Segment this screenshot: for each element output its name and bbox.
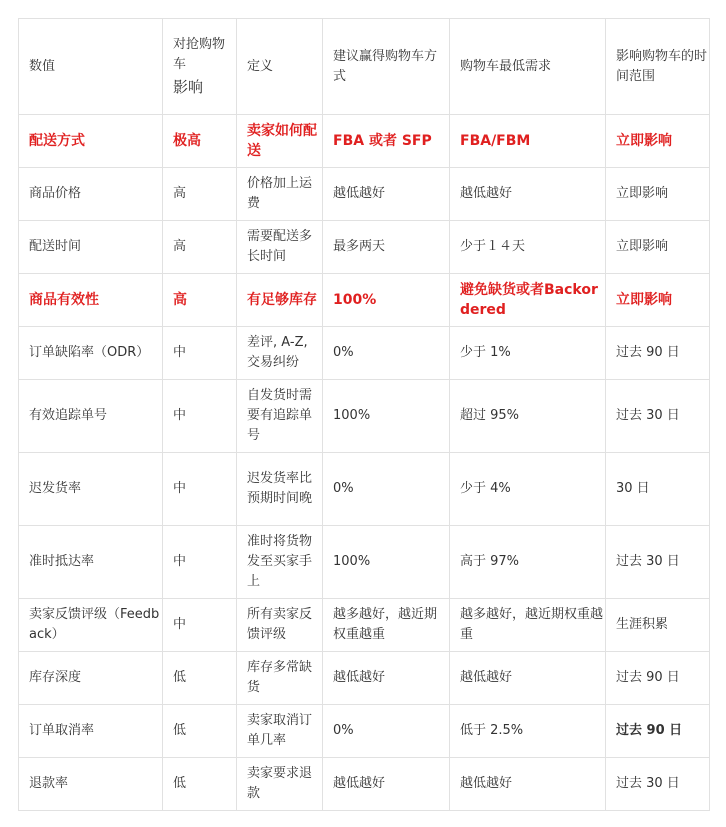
cell-minimum-requirement: 超过 95%: [450, 380, 606, 453]
amazon-buybox-factors-table-container: [18, 18, 709, 811]
cell-minimum-requirement: 越低越好: [450, 168, 606, 221]
cell-definition: 自发货时需要有追踪单号: [237, 380, 323, 453]
cell-minimum-requirement: 越多越好，越近期权重越重: [450, 599, 606, 652]
cell-suggested-method: 0%: [323, 327, 450, 380]
cell-impact: 中: [163, 453, 237, 526]
cell-definition: 所有卖家反馈评级: [237, 599, 323, 652]
cell-minimum-requirement: 少于１４天: [450, 221, 606, 274]
cell-metric: 卖家反馈评级（Feedback）: [19, 599, 163, 652]
cell-minimum-requirement: 少于 4%: [450, 453, 606, 526]
cell-impact: 中: [163, 599, 237, 652]
cell-time-range: 过去 90 日: [606, 327, 710, 380]
cell-metric: 准时抵达率: [19, 526, 163, 599]
header-cell-minimum-requirement: 购物车最低需求: [450, 19, 606, 115]
cell-definition: 库存多常缺货: [237, 652, 323, 705]
cell-suggested-method: 最多两天: [323, 221, 450, 274]
cell-time-range: 立即影响: [606, 168, 710, 221]
cell-metric: 配送时间: [19, 221, 163, 274]
table-row: [19, 327, 710, 380]
cell-suggested-method: FBA 或者 SFP: [323, 115, 450, 168]
header-impact-line1: 对抢购物车: [173, 36, 226, 72]
cell-time-range: 30 日: [606, 453, 710, 526]
cell-time-range: 过去 90 日: [606, 705, 710, 758]
cell-minimum-requirement: 低于 2.5%: [450, 705, 606, 758]
header-impact-line2: 影响: [173, 77, 204, 96]
header-cell-definition: 定义: [237, 19, 323, 115]
cell-metric: 订单缺陷率（ODR）: [19, 327, 163, 380]
header-cell-time-range: 影响购物车的时间范围: [606, 19, 710, 115]
cell-definition: 卖家取消订单几率: [237, 705, 323, 758]
cell-suggested-method: 越低越好: [323, 652, 450, 705]
cell-impact: 中: [163, 526, 237, 599]
cell-time-range: 立即影响: [606, 221, 710, 274]
table-row: [19, 221, 710, 274]
cell-metric: 订单取消率: [19, 705, 163, 758]
cell-metric: 迟发货率: [19, 453, 163, 526]
cell-suggested-method: 100%: [323, 526, 450, 599]
header-cell-suggested-method: 建议赢得购物车方式: [323, 19, 450, 115]
cell-metric: 有效追踪单号: [19, 380, 163, 453]
cell-minimum-requirement: FBA/FBM: [450, 115, 606, 168]
table-row: [19, 758, 710, 811]
cell-impact: 低: [163, 705, 237, 758]
table-row: [19, 274, 710, 327]
table-row: [19, 652, 710, 705]
cell-impact: 极高: [163, 115, 237, 168]
table-row: [19, 599, 710, 652]
cell-impact: 中: [163, 327, 237, 380]
cell-definition: 有足够库存: [237, 274, 323, 327]
header-cell-impact: [163, 19, 237, 115]
cell-time-range: 立即影响: [606, 115, 710, 168]
cell-time-range: 过去 30 日: [606, 380, 710, 453]
cell-suggested-method: 越低越好: [323, 168, 450, 221]
cell-impact: 高: [163, 221, 237, 274]
header-row: [19, 19, 710, 115]
cell-minimum-requirement: 越低越好: [450, 652, 606, 705]
cell-suggested-method: 越低越好: [323, 758, 450, 811]
cell-minimum-requirement: 少于 1%: [450, 327, 606, 380]
table-row: [19, 705, 710, 758]
cell-definition: 迟发货率比预期时间晚: [237, 453, 323, 526]
cell-time-range: 过去 30 日: [606, 758, 710, 811]
cell-time-range: 立即影响: [606, 274, 710, 327]
cell-suggested-method: 100%: [323, 380, 450, 453]
cell-time-range: 过去 30 日: [606, 526, 710, 599]
cell-metric: 退款率: [19, 758, 163, 811]
table-row: [19, 115, 710, 168]
cell-time-range: 过去 90 日: [606, 652, 710, 705]
cell-metric: 商品有效性: [19, 274, 163, 327]
cell-definition: 卖家要求退款: [237, 758, 323, 811]
cell-minimum-requirement: 越低越好: [450, 758, 606, 811]
cell-metric: 库存深度: [19, 652, 163, 705]
cell-definition: 卖家如何配送: [237, 115, 323, 168]
cell-minimum-requirement: 高于 97%: [450, 526, 606, 599]
table-row: [19, 380, 710, 453]
cell-impact: 高: [163, 274, 237, 327]
cell-impact: 低: [163, 652, 237, 705]
cell-suggested-method: 0%: [323, 705, 450, 758]
cell-suggested-method: 100%: [323, 274, 450, 327]
cell-time-range: 生涯积累: [606, 599, 710, 652]
cell-impact: 低: [163, 758, 237, 811]
table-row: [19, 453, 710, 526]
cell-impact: 高: [163, 168, 237, 221]
cell-suggested-method: 越多越好，越近期权重越重: [323, 599, 450, 652]
cell-definition: 价格加上运费: [237, 168, 323, 221]
cell-metric: 配送方式: [19, 115, 163, 168]
cell-metric: 商品价格: [19, 168, 163, 221]
cell-suggested-method: 0%: [323, 453, 450, 526]
cell-minimum-requirement: 避免缺货或者Backordered: [450, 274, 606, 327]
cell-definition: 需要配送多长时间: [237, 221, 323, 274]
cell-definition: 准时将货物发至买家手上: [237, 526, 323, 599]
cell-impact: 中: [163, 380, 237, 453]
header-cell-metric: 数值: [19, 19, 163, 115]
cell-definition: 差评, A-Z, 交易纠纷: [237, 327, 323, 380]
table-row: [19, 526, 710, 599]
table-row: [19, 168, 710, 221]
amazon-buybox-factors-table: [18, 18, 710, 811]
